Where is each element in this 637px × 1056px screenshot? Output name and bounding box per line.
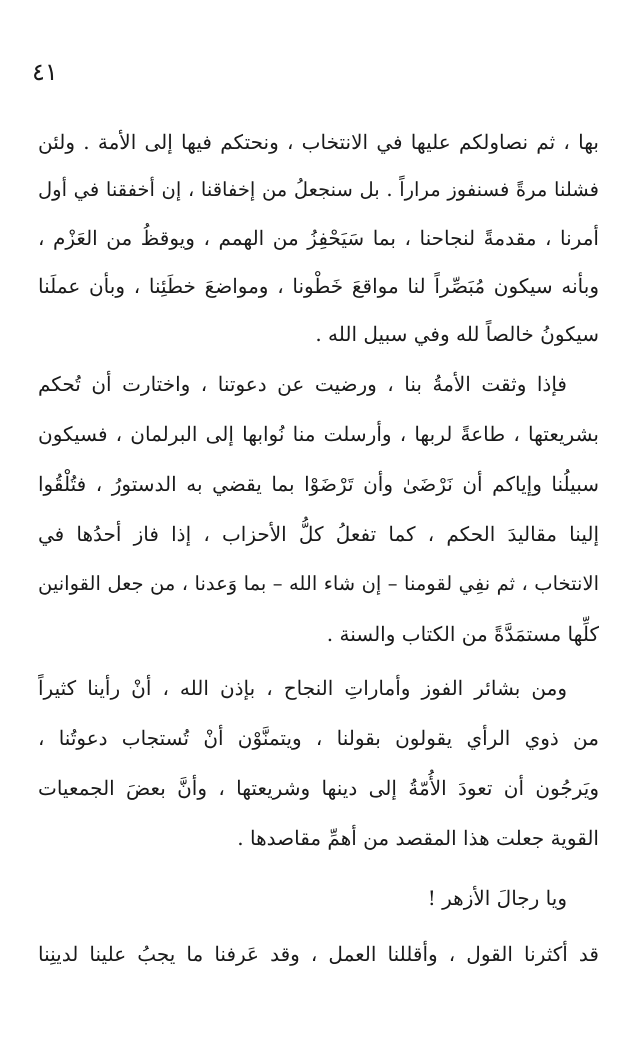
text-line: وبأنه سيكون مُبَصِّراً لنا مواقعَ خَطْونا ، ومواضعَ خطَئِنا ، وبأن عملَنا (38, 274, 599, 298)
text-line: فشلنا مرةً فسنفوز مراراً . بل سنجعلُ من إخفاقنا ، إن أخفقنا في أول (38, 178, 599, 201)
text-line: من ذوي الرأي يقولون بقولنا ، ويتمنَّوْن أنْ تُستجاب دعوتُنا ، (38, 726, 599, 750)
text-line: إلينا مقاليدَ الحكم ، كما تفعلُ كلُّ الأحزاب ، إذا فاز أحدُها في (38, 522, 599, 546)
text-line: القوية جعلت هذا المقصد من أهمِّ مقاصدها . (237, 826, 599, 850)
text-line: سبيلُنا وإياكم أن نَرْضَىٰ وأن تَرْضَوْا بما يقضي به الدستورُ ، فتُلْقُوا (38, 472, 599, 496)
text-line: أمرنا ، مقدمةً لنجاحنا ، بما سَيَحْفِزُ من الهمم ، ويوقظُ من العَزْم ، (38, 226, 599, 250)
text-line: بشريعتها ، طاعةً لربها ، وأرسلت منا نُوابها إلى البرلمان ، فسيكون (38, 422, 599, 446)
text-line: الانتخاب ، ثم نفِي لقومنا – إن شاء الله – بما وَعدنا ، من جعل القوانين (38, 572, 599, 595)
text-line: سيكونُ خالصاً لله وفي سبيل الله . (315, 322, 599, 346)
text-line: كلِّها مستمَدَّةً من الكتاب والسنة . (326, 622, 599, 646)
text-line: ومن بشائر الفوز وأماراتِ النجاح ، بإذن الله ، أنْ رأينا كثيراً (38, 676, 567, 700)
text-line: ويا رجالَ الأزهر ! (427, 886, 567, 910)
text-line: قد أكثرنا القول ، وأقللنا العمل ، وقد عَرفنا ما يجبُ علينا لدينِنا (38, 942, 599, 966)
text-line: بها ، ثم نصاولكم عليها في الانتخاب ، ونحتكم فيها إلى الأمة . ولئن (38, 130, 599, 154)
page-number: ٤١ (32, 58, 58, 86)
text-line: فإذا وثقت الأمةُ بنا ، ورضيت عن دعوتنا ، واختارت أن تُحكم (38, 372, 567, 396)
text-line: ويَرجُون أن تعودَ الأُمّةُ إلى دينها وشريعتها ، وأنَّ بعضَ الجمعيات (38, 776, 599, 800)
